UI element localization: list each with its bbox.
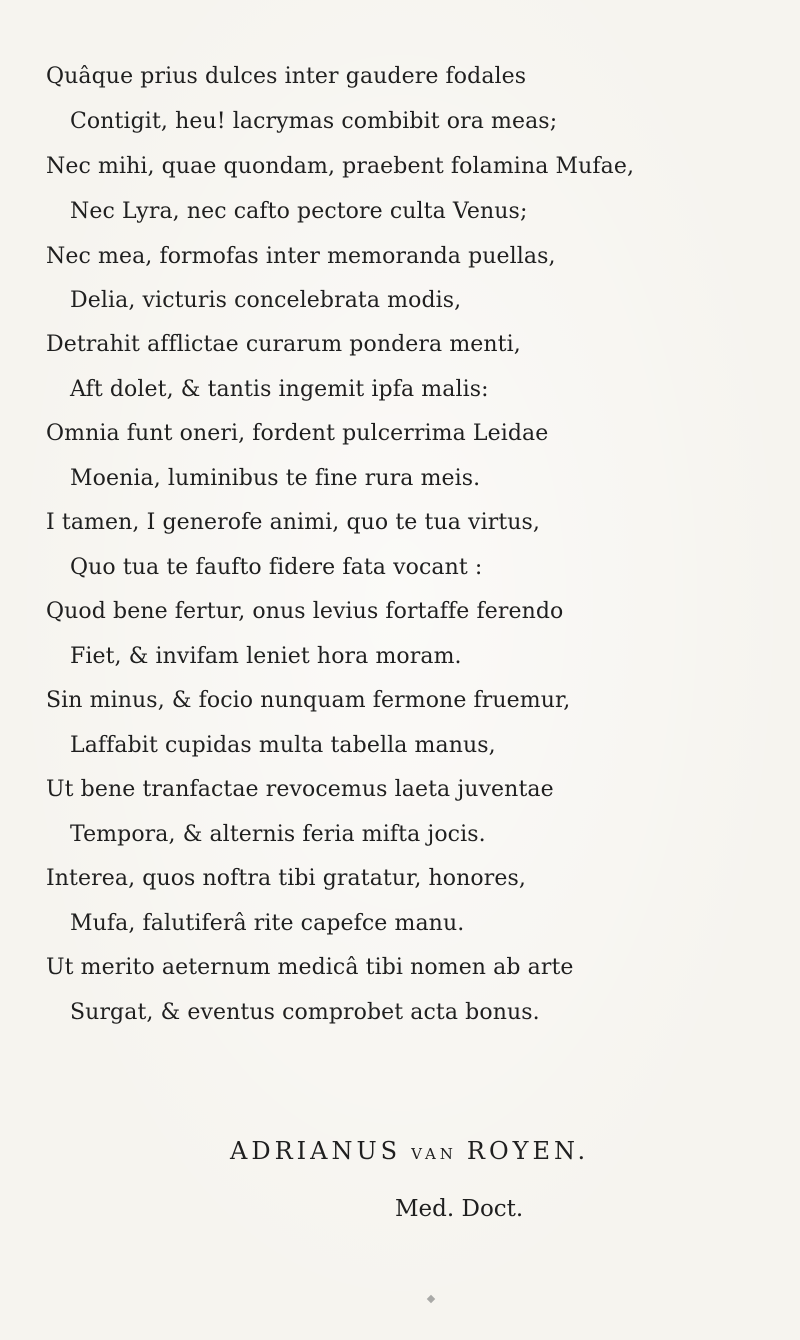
poem-line: Nec Lyra, nec cafto pectore culta Venus; (70, 199, 528, 224)
poem-line: Interea, quos noftra tibi gratatur, honores, (46, 866, 526, 891)
poem-line: Ut bene tranfactae revocemus laeta juventae (46, 777, 554, 802)
poem-line: Tempora, & alternis feria mifta jocis. (70, 822, 486, 847)
poem-line: Contigit, heu! lacrymas combibit ora meas; (70, 109, 558, 134)
poem-line: Quod bene fertur, onus levius fortaffe ferendo (46, 599, 564, 624)
author-name (230, 1137, 589, 1165)
poem-line: Sin minus, & focio nunquam fermone fruemur, (46, 688, 571, 713)
author-name-particle: VAN (411, 1145, 457, 1163)
poem-line: Ut merito aeternum medicâ tibi nomen ab arte (46, 955, 574, 980)
poem-line: Omnia funt oneri, fordent pulcerrima Leidae (46, 421, 549, 446)
poem-line: Laffabit cupidas multa tabella manus, (70, 733, 496, 758)
author-title: Med. Doct. (395, 1196, 524, 1222)
poem-line: Surgat, & eventus comprobet acta bonus. (70, 1000, 540, 1025)
author-last-name: ROYEN. (466, 1137, 590, 1165)
poem-line: Nec mihi, quae quondam, praebent folamina Mufae, (46, 154, 635, 179)
author-first-name: ADRIANUS (230, 1137, 402, 1165)
printer-mark (427, 1295, 435, 1303)
poem-line: Quâque prius dulces inter gaudere fodales (46, 64, 527, 89)
poem-line: Detrahit afflictae curarum pondera menti, (46, 332, 521, 357)
poem-line: Quo tua te faufto fidere fata vocant : (70, 555, 483, 580)
poem-line: Delia, victuris concelebrata modis, (70, 288, 462, 313)
poem-line: Moenia, luminibus te fine rura meis. (70, 466, 481, 491)
poem-line: Fiet, & invifam leniet hora moram. (70, 644, 462, 669)
poem-line: Mufa, falutiferâ rite capefce manu. (70, 911, 465, 936)
poem-line: Nec mea, formofas inter memoranda puellas, (46, 244, 556, 269)
poem-line: Aft dolet, & tantis ingemit ipfa malis: (70, 377, 489, 402)
poem-line: I tamen, I generofe animi, quo te tua virtus, (46, 510, 541, 535)
